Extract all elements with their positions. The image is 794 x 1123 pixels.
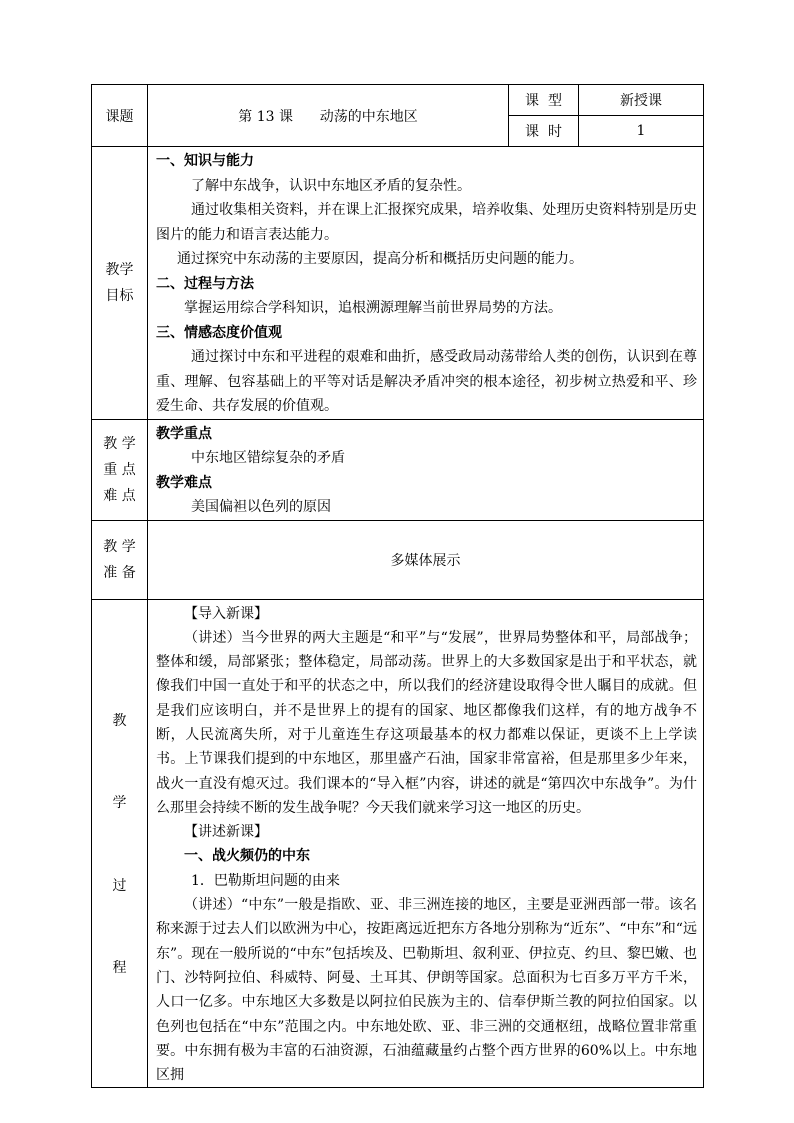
lesson-type-value: 新授课: [579, 85, 704, 116]
preparation-label-line: 准 备: [103, 564, 136, 581]
keypoints-label: [92, 419, 148, 520]
process-label-char: 程: [112, 960, 127, 977]
paragraph: （讲述）“中东”一般是指欧、亚、非三洲连接的地区，主要是亚洲西部一带。该名称来源于过去人们以欧洲为中心，按距离远近把东方各地分别称为“近东”、“中东”和“远东”。现在一般所说的“中东”包括埃及、巴勒斯坦、叙利亚、伊拉克、约旦、黎巴嫩、也门、沙特阿拉伯、科威特、阿曼、土耳其、伊朗等国家。总面积为七百多万平方千米，人口一亿多。中东地区大多数是以阿拉伯民族为主的、信奉伊斯兰教的阿拉伯国家。以色列也包括在“中东”范围之内。中东地处欧、亚、非三洲的交通枢纽，战略位置非常重要。中东拥有极为丰富的石油资源，石油蕴藏量约占整个西方世界的60%以上。中东地区拥: [156, 897, 697, 1084]
preparation-label-line: 教 学: [103, 538, 136, 555]
preparation-label: [92, 520, 148, 599]
class-hours-value: 1: [579, 116, 704, 147]
paragraph: 通过收集相关资料，并在课上汇报探究成果，培养收集、处理历史资料特别是历史图片的能力和语言表达能力。: [156, 202, 697, 243]
lesson-plan-table: [91, 84, 704, 1088]
process-content: [148, 599, 704, 1088]
keypoints-label-line: 教 学: [103, 435, 136, 452]
paragraph: 通过探讨中东和平进程的艰难和曲折，感受政局动荡带给人类的创伤，认识到在尊重、理解、包容基础上的平等对话是解决矛盾冲突的根本途径，初步树立热爱和平、珍爱生命、共存发展的价值观。: [156, 349, 697, 414]
paragraph: 掌握运用综合学科知识，追根溯源理解当前世界局势的方法。: [184, 300, 562, 316]
section-heading: 三、情感态度价值观: [156, 324, 282, 341]
objectives-label-line: 教学: [105, 261, 134, 278]
new-lesson-heading: 【讲述新课】: [184, 824, 268, 841]
class-hours-label: 课 时: [509, 116, 579, 147]
section-heading: 二、过程与方法: [156, 275, 254, 292]
paragraph: 美国偏袒以色列的原因: [191, 499, 331, 515]
keypoints-label-line: 难 点: [103, 487, 136, 504]
subsection-heading: 1．巴勒斯坦问题的由来: [191, 872, 340, 889]
objectives-content: [148, 147, 704, 420]
paragraph: 中东地区错综复杂的矛盾: [191, 450, 345, 466]
paragraph: 了解中东战争，认识中东地区矛盾的复杂性。: [191, 177, 471, 194]
objectives-label: [92, 147, 148, 420]
intro-heading: 【导入新课】: [184, 605, 268, 622]
paragraph: 通过探究中东动荡的主要原因，提高分析和概括历史问题的能力。: [177, 251, 583, 267]
process-label-char: 过: [112, 877, 127, 894]
topic-label: 课题: [92, 85, 148, 147]
topic-value: 第 13 课 动荡的中东地区: [148, 85, 509, 147]
keypoints-label-line: 重 点: [103, 461, 136, 478]
key-heading: 教学重点: [156, 425, 212, 442]
process-label: [92, 599, 148, 1088]
section-heading: 一、知识与能力: [156, 153, 254, 169]
section-heading: 一、战火频仍的中东: [184, 848, 310, 865]
objectives-label-line: 目标: [105, 287, 134, 304]
paragraph: （讲述）当今世界的两大主题是“和平”与“发展”，世界局势整体和平，局部战争；整体和缓，局部紧张；整体稳定，局部动荡。世界上的大多数国家是出于和平状态，就像我们中国一直处于和平的状态之中，所以我们的经济建设取得令世人瞩目的成就。但是我们应该明白，并不是世界上的提有的国家、地区都像我们这样，有的地方战争不断，人民流离失所，对于儿童连生存这项最基本的权力都难以保证，更谈不上上学读书。上节课我们提到的中东地区，那里盛产石油，国家非常富裕，但是那里多少年来，战火一直没有熄灭过。我们课本的“导入框”内容，讲述的就是“第四次中东战争”。为什么那里会持续不断的发生战争呢？今天我们就来学习这一地区的历史。: [156, 629, 697, 816]
preparation-value: 多媒体展示: [148, 520, 704, 599]
process-label-char: 学: [112, 795, 127, 812]
process-label-char: 教: [112, 712, 127, 729]
keypoints-content: [148, 419, 704, 520]
difficulty-heading: 教学难点: [156, 474, 212, 491]
lesson-type-label: 课 型: [509, 85, 579, 116]
